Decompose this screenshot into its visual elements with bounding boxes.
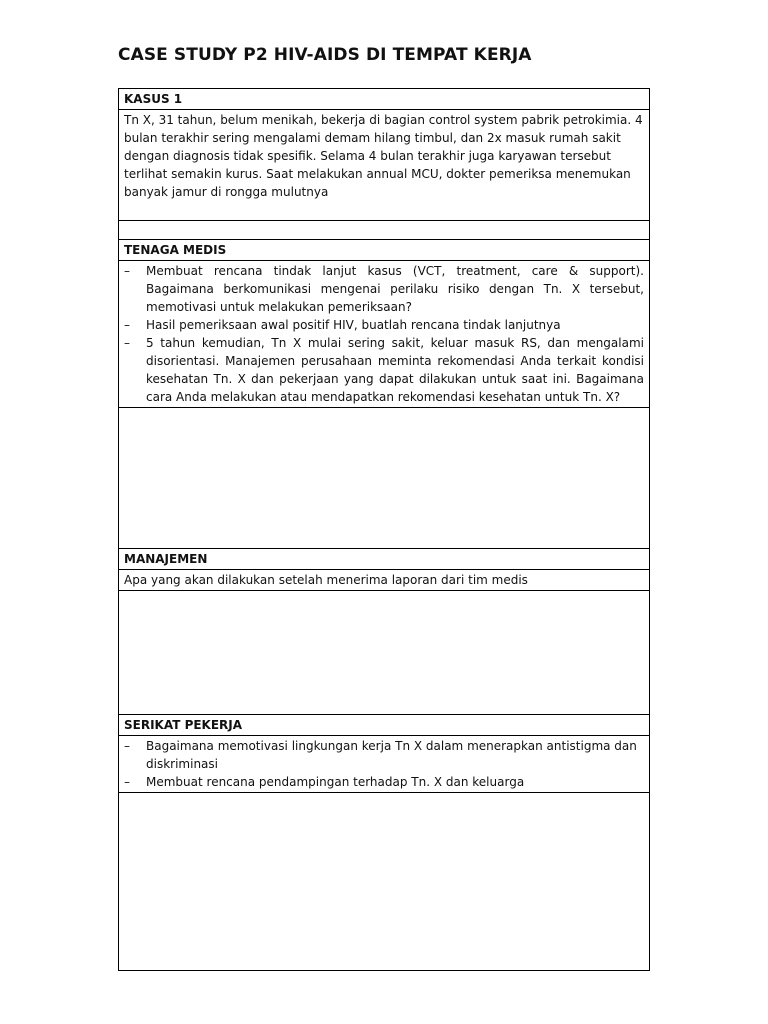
manajemen-text: Apa yang akan dilakukan setelah menerima laporan dari tim medis [119, 570, 650, 591]
manajemen-answer-row [119, 591, 650, 715]
list-item: – Hasil pemeriksaan awal positif HIV, buatlah rencana tindak lanjutnya [124, 316, 644, 334]
serikat-pekerja-list-cell [119, 736, 650, 793]
page-title: CASE STUDY P2 HIV-AIDS DI TEMPAT KERJA [118, 45, 532, 65]
serikat-pekerja-header: SERIKAT PEKERJA [119, 715, 650, 736]
manajemen-text-row [119, 570, 650, 591]
manajemen-header-row [119, 549, 650, 570]
manajemen-header: MANAJEMEN [119, 549, 650, 570]
tenaga-medis-list [124, 262, 644, 406]
tenaga-medis-header-row [119, 240, 650, 261]
kasus-text-row [119, 110, 650, 221]
tenaga-medis-list-row [119, 261, 650, 408]
tenaga-medis-header: TENAGA MEDIS [119, 240, 650, 261]
tenaga-medis-list-cell [119, 261, 650, 408]
tenaga-medis-answer-area [119, 408, 650, 549]
spacer-cell [119, 221, 650, 240]
kasus-header: KASUS 1 [119, 89, 650, 110]
list-item: – Membuat rencana tindak lanjut kasus (VCT, treatment, care & support). Bagaimana berkomunikasi mengenai perilaku risiko dengan Tn. X tersebut, memotivasi untuk melakukan pemeriksaan? [124, 262, 644, 316]
serikat-pekerja-header-row [119, 715, 650, 736]
kasus-header-row [119, 89, 650, 110]
serikat-pekerja-list [124, 737, 644, 791]
serikat-pekerja-answer-area [119, 793, 650, 971]
spacer-row [119, 221, 650, 240]
tenaga-medis-answer-row [119, 408, 650, 549]
kasus-text: Tn X, 31 tahun, belum menikah, bekerja di bagian control system pabrik petrokimia. 4 bulan terakhir sering mengalami demam hilang timbul, dan 2x masuk rumah sakit dengan diagnosis tidak spesifik. Selama 4 bulan terakhir juga karyawan tersebut terlihat semakin kurus. Saat melakukan annual MCU, dokter pemeriksa menemukan banyak jamur di rongga mulutnya [119, 110, 650, 221]
list-item: – Membuat rencana pendampingan terhadap Tn. X dan keluarga [124, 773, 644, 791]
manajemen-answer-area [119, 591, 650, 715]
list-item: – Bagaimana memotivasi lingkungan kerja Tn X dalam menerapkan antistigma dan diskriminasi [124, 737, 644, 773]
serikat-pekerja-answer-row [119, 793, 650, 971]
case-study-table [118, 88, 650, 971]
serikat-pekerja-list-row [119, 736, 650, 793]
list-item: – 5 tahun kemudian, Tn X mulai sering sakit, keluar masuk RS, dan mengalami disorientasi. Manajemen perusahaan meminta rekomendasi Anda terkait kondisi kesehatan Tn. X dan pekerjaan yang dapat dilakukan untuk saat ini. Bagaimana cara Anda melakukan atau mendapatkan rekomendasi kesehatan untuk Tn. X? [124, 334, 644, 406]
